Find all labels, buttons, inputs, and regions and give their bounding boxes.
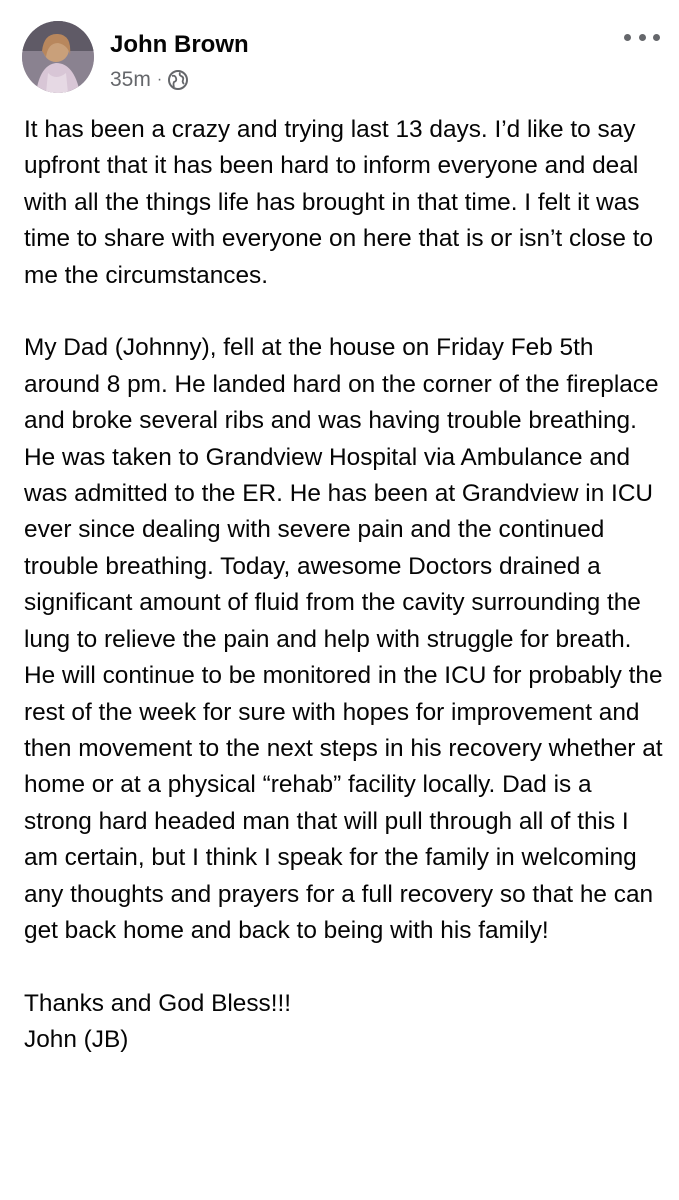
author-name[interactable]: John Brown bbox=[110, 31, 249, 58]
post-meta bbox=[110, 68, 188, 92]
avatar[interactable] bbox=[22, 21, 94, 93]
post-body: It has been a crazy and trying last 13 days. I’d like to say upfront that it has been hard to inform everyone and deal with all the things life has brought in that time. I felt it was time to share with everyone on here that is or isn’t close to me the circumstances. My Dad (Johnny), fell at the house on Friday Feb 5th around 8 pm. He landed hard on the corner of the fireplace and broke several ribs and was having trouble breathing. He was taken to Grandview Hospital via Ambulance and was admitted to the ER. He has been at Grandview in ICU ever since dealing with severe pain and the continued trouble breathing. Today, awesome Doctors drained a significant amount of fluid from the cavity surrounding the lung to relieve the pain and help with struggle for breath. He will continue to be monitored in the ICU for probably the rest of the week for sure with hopes for improvement and then movement to the next steps in his recovery whether at home or at a physical “rehab” facility locally. Dad is a strong hard headed man that will pull through all of this I am certain, but I think I speak for the family in welcoming any thoughts and prayers for a full recovery so that he can get back home and back to being with his family! Thanks and God Bless!!! John (JB) bbox=[24, 116, 663, 1054]
more-options-icon[interactable] bbox=[624, 29, 660, 45]
post-header bbox=[22, 21, 662, 97]
globe-icon bbox=[168, 70, 188, 90]
post-time[interactable]: 35m bbox=[110, 68, 151, 91]
meta-separator: · bbox=[156, 71, 163, 88]
avatar-image bbox=[22, 21, 94, 93]
